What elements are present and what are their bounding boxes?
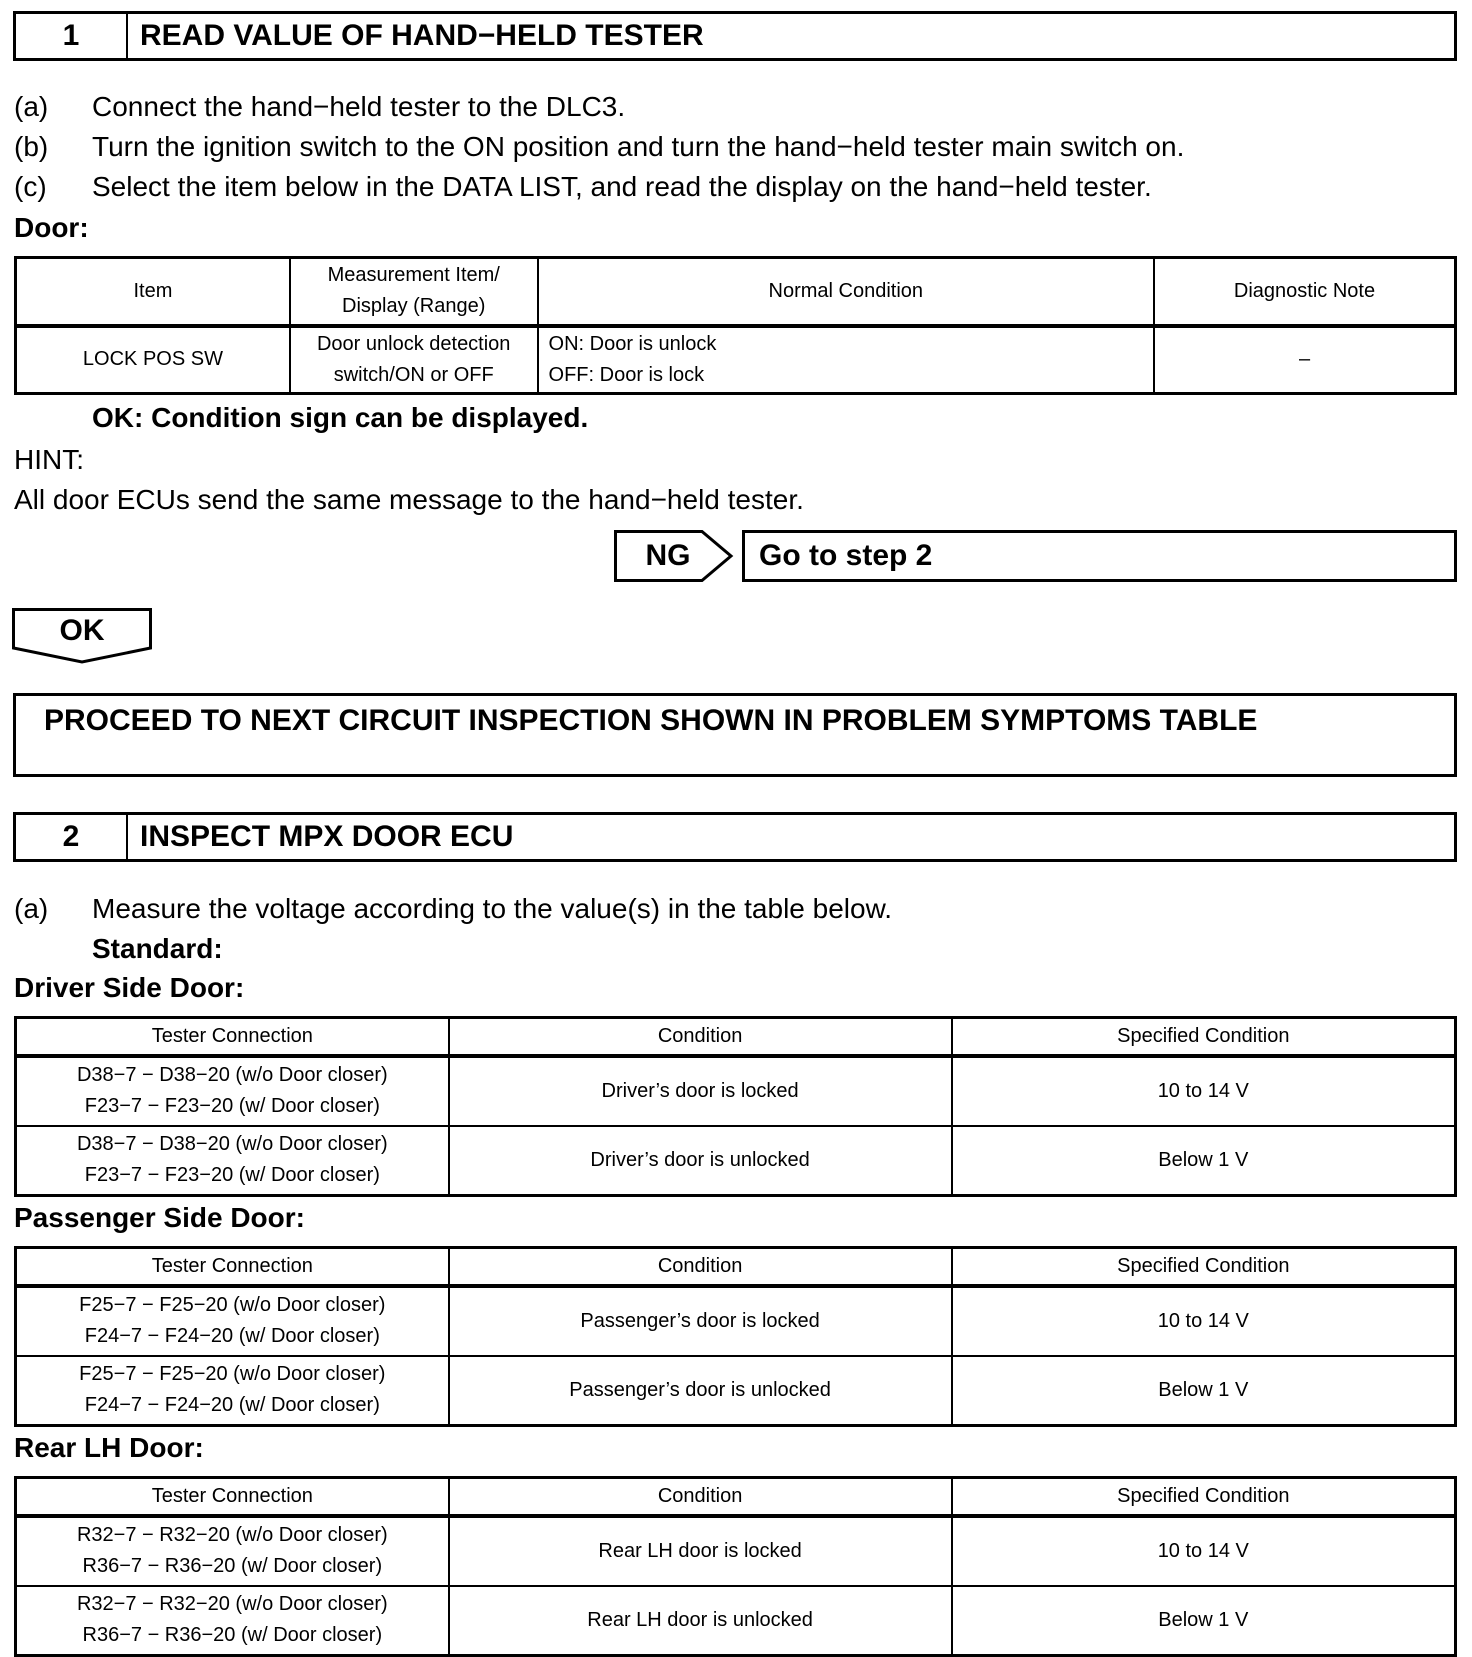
connection-line1: R32−7 − R32−20 (w/o Door closer) xyxy=(76,1593,388,1616)
step-number: 2 xyxy=(16,815,128,859)
instruction-text: Select the item below in the DATA LIST, and read the display on the hand−held tester. xyxy=(92,171,1152,202)
passenger-side-label: Passenger Side Door: xyxy=(14,1202,305,1233)
header-condition: Condition xyxy=(449,1248,952,1286)
step-number: 1 xyxy=(16,14,128,58)
cell-specified-condition: 10 to 14 V xyxy=(952,1056,1456,1126)
go-to-step-2-link[interactable]: Go to step 2 xyxy=(742,530,1457,582)
table-row xyxy=(16,326,1456,394)
table-header-row xyxy=(16,1248,1456,1286)
header-tester-connection: Tester Connection xyxy=(16,1248,449,1286)
cell-measurement xyxy=(290,326,538,394)
connection-line1: F25−7 − F25−20 (w/o Door closer) xyxy=(79,1363,386,1386)
instruction-b xyxy=(14,127,1184,167)
instruction-label: (a) xyxy=(14,91,49,122)
cell-condition: Rear LH door is locked xyxy=(449,1516,952,1586)
instruction-label: (c) xyxy=(14,171,47,202)
step-title: INSPECT MPX DOOR ECU xyxy=(140,820,514,853)
cell-specified-condition: Below 1 V xyxy=(952,1126,1456,1196)
instruction-label: (a) xyxy=(14,893,49,924)
ok-label: OK xyxy=(59,614,105,647)
table-header-row xyxy=(16,1478,1456,1516)
instruction-text: Turn the ignition switch to the ON position and turn the hand−held tester main switch on. xyxy=(92,131,1185,162)
connection-line2: F24−7 − F24−20 (w/ Door closer) xyxy=(84,1394,380,1417)
connection-line1: D38−7 − D38−20 (w/o Door closer) xyxy=(76,1133,388,1156)
header-condition: Condition xyxy=(449,1018,952,1056)
cell-normal-line1: ON: Door is unlock xyxy=(548,332,717,355)
header-tester-connection: Tester Connection xyxy=(16,1478,449,1516)
step-2-header xyxy=(13,812,1457,862)
cell-tester-connection xyxy=(16,1356,449,1426)
header-specified-condition: Specified Condition xyxy=(952,1018,1456,1056)
header-normal-condition: Normal Condition xyxy=(538,258,1155,326)
cell-normal-condition xyxy=(538,326,1155,394)
door-table-label: Door: xyxy=(14,212,89,243)
connection-line1: R32−7 − R32−20 (w/o Door closer) xyxy=(76,1524,388,1546)
driver-side-table xyxy=(14,1016,1457,1197)
instruction-c xyxy=(14,167,1152,207)
cell-tester-connection xyxy=(16,1056,449,1126)
data-list-table xyxy=(14,256,1457,395)
step-title: READ VALUE OF HAND−HELD TESTER xyxy=(140,19,704,52)
cell-tester-connection xyxy=(16,1586,449,1656)
header-measurement-line2: Display (Range) xyxy=(342,295,486,318)
connection-line2: R36−7 − R36−20 (w/ Door closer) xyxy=(82,1624,383,1647)
cell-condition: Driver’s door is unlocked xyxy=(449,1126,952,1196)
connection-line2: R36−7 − R36−20 (w/ Door closer) xyxy=(82,1555,383,1577)
connection-line2: F24−7 − F24−20 (w/ Door closer) xyxy=(84,1325,380,1347)
connection-line2: F23−7 − F23−20 (w/ Door closer) xyxy=(84,1095,380,1117)
header-diagnostic-note: Diagnostic Note xyxy=(1154,258,1455,326)
ng-label: NG xyxy=(645,539,691,572)
header-specified-condition: Specified Condition xyxy=(952,1248,1456,1286)
cell-condition: Passenger’s door is unlocked xyxy=(449,1356,952,1426)
header-tester-connection: Tester Connection xyxy=(16,1018,449,1056)
table-row xyxy=(16,1056,1456,1126)
header-measurement xyxy=(290,258,538,326)
cell-normal-line2: OFF: Door is lock xyxy=(548,363,705,386)
cell-specified-condition: Below 1 V xyxy=(952,1356,1456,1426)
step2-instruction-a xyxy=(14,889,892,929)
table-header-row xyxy=(16,1018,1456,1056)
hint-label: HINT: xyxy=(14,444,84,475)
step-1-header xyxy=(13,11,1457,61)
cell-tester-connection xyxy=(16,1516,449,1586)
connection-line2: F23−7 − F23−20 (w/ Door closer) xyxy=(84,1164,380,1187)
passenger-side-table xyxy=(14,1246,1457,1427)
instruction-text: Measure the voltage according to the value(s) in the table below. xyxy=(92,893,893,924)
table-header-row xyxy=(16,258,1456,326)
cell-specified-condition: 10 to 14 V xyxy=(952,1286,1456,1356)
cell-condition: Passenger’s door is locked xyxy=(449,1286,952,1356)
connection-line1: D38−7 − D38−20 (w/o Door closer) xyxy=(76,1064,388,1086)
cell-specified-condition: 10 to 14 V xyxy=(952,1516,1456,1586)
header-item: Item xyxy=(16,258,290,326)
cell-tester-connection xyxy=(16,1126,449,1196)
table-row xyxy=(16,1586,1456,1656)
cell-measurement-line1: Door unlock detection xyxy=(316,332,511,355)
instruction-text: Connect the hand−held tester to the DLC3. xyxy=(92,91,626,122)
cell-diagnostic-note: – xyxy=(1154,326,1455,394)
rear-lh-table xyxy=(14,1476,1457,1657)
ok-statement: OK: Condition sign can be displayed. xyxy=(92,402,589,433)
cell-specified-condition: Below 1 V xyxy=(952,1586,1456,1656)
instruction-a xyxy=(14,87,625,127)
cell-tester-connection xyxy=(16,1286,449,1356)
hint-text: All door ECUs send the same message to the hand−held tester. xyxy=(14,484,804,515)
table-row xyxy=(16,1286,1456,1356)
table-row xyxy=(16,1126,1456,1196)
cell-condition: Driver’s door is locked xyxy=(449,1056,952,1126)
driver-side-label: Driver Side Door: xyxy=(14,972,245,1003)
rear-lh-label: Rear LH Door: xyxy=(14,1432,204,1463)
header-specified-condition: Specified Condition xyxy=(952,1478,1456,1516)
proceed-next-circuit-box: PROCEED TO NEXT CIRCUIT INSPECTION SHOWN IN PROBLEM SYMPTOMS TABLE xyxy=(13,693,1457,777)
header-measurement-line1: Measurement Item/ xyxy=(327,264,500,287)
header-condition: Condition xyxy=(449,1478,952,1516)
cell-condition: Rear LH door is unlocked xyxy=(449,1586,952,1656)
instruction-label: (b) xyxy=(14,131,49,162)
cell-item: LOCK POS SW xyxy=(16,326,290,394)
table-row xyxy=(16,1516,1456,1586)
connection-line1: F25−7 − F25−20 (w/o Door closer) xyxy=(79,1294,386,1316)
table-row xyxy=(16,1356,1456,1426)
cell-measurement-line2: switch/ON or OFF xyxy=(333,363,494,386)
standard-label: Standard: xyxy=(92,933,223,964)
